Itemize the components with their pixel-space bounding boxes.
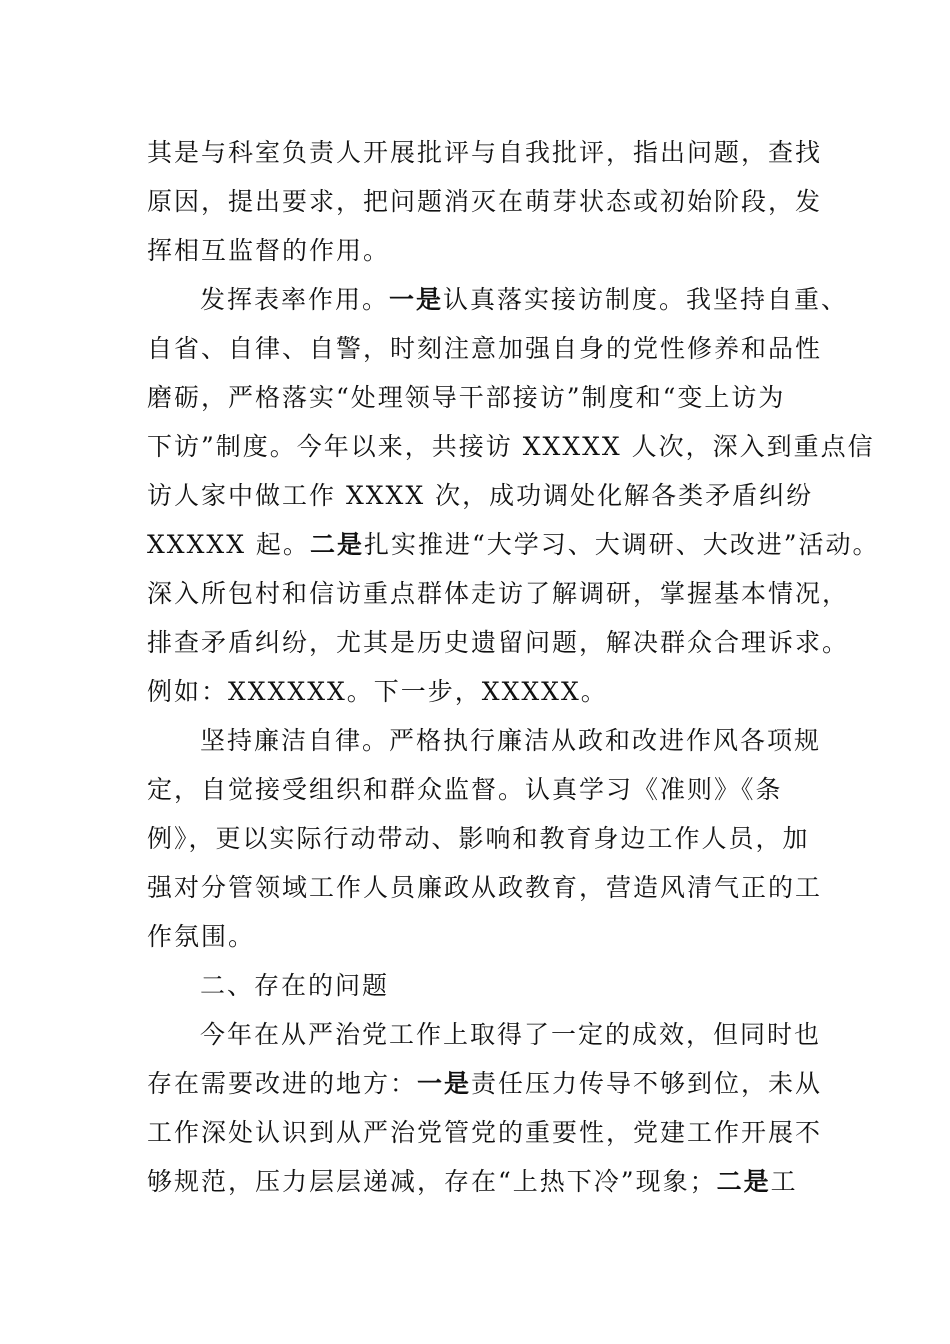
text-segment: 存在需要改进的地方： bbox=[147, 1069, 418, 1098]
text-line bbox=[147, 520, 880, 569]
text-segment: 坚持廉洁自律。严格执行廉洁从政和改进作风各项规 bbox=[200, 726, 822, 755]
text-line bbox=[147, 128, 827, 177]
text-segment: 例》，更以实际行动带动、影响和教育身边工作人员，加 bbox=[147, 824, 810, 853]
text-line bbox=[147, 275, 849, 324]
text-segment: 下访”制度。今年以来，共接访 XXXXX 人次，深入到重点信 bbox=[147, 432, 875, 461]
text-line bbox=[147, 373, 827, 422]
text-segment: 工 bbox=[770, 1167, 798, 1196]
text-segment: 例如：XXXXXX。下一步，XXXXX。 bbox=[147, 677, 608, 706]
text-line bbox=[147, 667, 827, 716]
text-line bbox=[147, 618, 850, 667]
text-line bbox=[147, 226, 827, 275]
text-line bbox=[147, 177, 827, 226]
text-segment: 今年在从严治党工作上取得了一定的成效，但同时也 bbox=[200, 1020, 822, 1049]
text-line bbox=[147, 324, 827, 373]
text-line bbox=[147, 716, 827, 765]
text-line bbox=[147, 422, 875, 471]
text-segment: 作氛围。 bbox=[147, 922, 256, 951]
text-segment: 认真落实接访制度。我坚持自重、 bbox=[443, 285, 849, 314]
text-line bbox=[147, 471, 827, 520]
text-segment: 原因，提出要求，把问题消灭在萌芽状态或初始阶段，发 bbox=[147, 187, 823, 216]
text-segment: 深入所包村和信访重点群体走访了解调研，掌握基本情况， bbox=[147, 579, 850, 608]
text-segment: 排查矛盾纠纷，尤其是历史遗留问题，解决群众合理诉求。 bbox=[147, 628, 850, 657]
text-line bbox=[147, 765, 827, 814]
text-segment: 二、存在的问题 bbox=[200, 971, 390, 1000]
document-body bbox=[147, 128, 880, 1206]
bold-marker: 一是 bbox=[389, 285, 444, 314]
text-segment: 自省、自律、自警，时刻注意加强自身的党性修养和品性 bbox=[147, 334, 823, 363]
text-line bbox=[147, 1157, 827, 1206]
text-segment: 其是与科室负责人开展批评与自我批评，指出问题，查找 bbox=[147, 138, 823, 167]
text-line bbox=[147, 961, 827, 1010]
text-segment: 磨砺，严格落实“处理领导干部接访”制度和“变上访为 bbox=[147, 383, 786, 412]
text-segment: 扎实推进“大学习、大调研、大改进”活动。 bbox=[363, 530, 880, 559]
text-line bbox=[147, 863, 827, 912]
bold-marker: 一是 bbox=[417, 1069, 472, 1098]
text-line bbox=[147, 569, 850, 618]
text-segment: 定，自觉接受组织和群众监督。认真学习《准则》《条 bbox=[147, 775, 783, 804]
text-segment: 强对分管领域工作人员廉政从政教育，营造风清气正的工 bbox=[147, 873, 823, 902]
text-segment: 责任压力传导不够到位，未从 bbox=[471, 1069, 823, 1098]
text-line bbox=[147, 1059, 827, 1108]
bold-marker: 二是 bbox=[716, 1167, 771, 1196]
text-segment: 工作深处认识到从严治党管党的重要性，党建工作开展不 bbox=[147, 1118, 823, 1147]
text-segment: 发挥表率作用。 bbox=[200, 285, 390, 314]
bold-marker: 二是 bbox=[309, 530, 364, 559]
text-segment: 够规范，压力层层递减，存在“上热下冷”现象； bbox=[147, 1167, 717, 1196]
text-segment: 访人家中做工作 XXXX 次，成功调处化解各类矛盾纠纷 bbox=[147, 481, 814, 510]
text-line bbox=[147, 1108, 827, 1157]
text-line bbox=[147, 1010, 827, 1059]
text-segment: 挥相互监督的作用。 bbox=[147, 236, 391, 265]
text-line bbox=[147, 912, 827, 961]
text-line bbox=[147, 814, 827, 863]
text-segment: XXXXX 起。 bbox=[147, 530, 310, 559]
